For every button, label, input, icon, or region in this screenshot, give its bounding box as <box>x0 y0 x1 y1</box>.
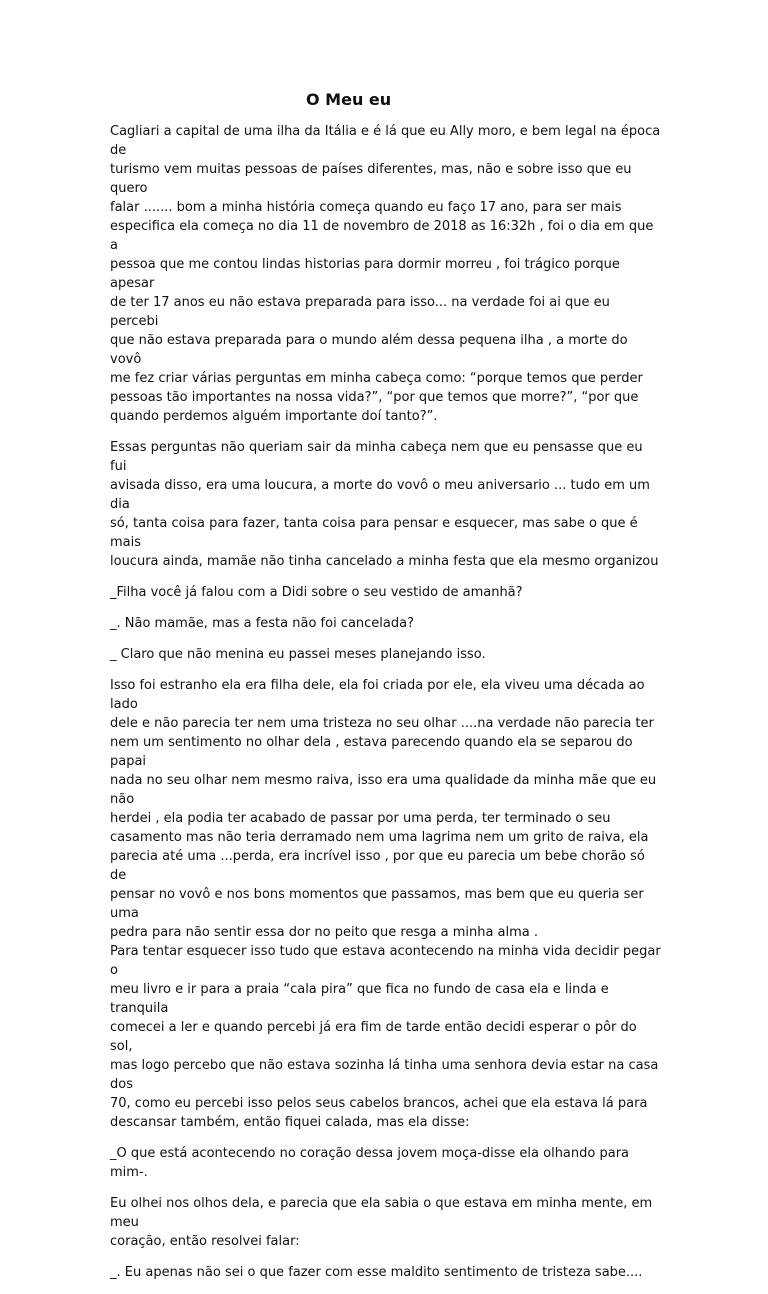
dialogue-line-4: _O que está acontecendo no coração dessa jovem moça-disse ela olhando para mim-. <box>110 1146 630 1180</box>
document-body <box>110 122 662 1294</box>
document-title: O Meu eu <box>306 90 392 109</box>
dialogue-line-1: _Filha você já falou com a Didi sobre o seu vestido de amanhã? <box>110 585 523 600</box>
paragraph-3: Isso foi estranho ela era filha dele, ela foi criada por ele, ela viveu uma década ao lado dele e não parecia ter nem uma tristeza no seu olhar ....na verdade não parecia ter nem um sentimento no olhar dela , estava parecendo quando ela se separou do papai nada no seu olhar nem mesmo raiva, isso era uma qualidade da minha mãe que eu não herdei , ela podia ter acabado de passar por uma perda, ter terminado o seu casamento mas não teria derramado nem uma lagrima nem um grito de raiva, ela parecia até uma ...perda, era incrível isso , por que eu parecia um bebe chorão só de pensar no vovô e nos bons momentos que passamos, mas bem que eu queria ser uma pedra para não sentir essa dor no peito que resga a minha alma . <box>110 678 657 940</box>
dialogue-line-2: _. Não mamãe, mas a festa não foi cancelada? <box>110 616 415 631</box>
dialogue-line-3: _ Claro que não menina eu passei meses planejando isso. <box>110 647 486 662</box>
paragraph-4: Para tentar esquecer isso tudo que estava acontecendo na minha vida decidir pegar o meu livro e ir para a praia “cala pira” que fica no fundo de casa ela e linda e tranquila comecei a ler e quando percebi já era fim de tarde então decidi esperar o pôr do sol, mas logo percebo que não estava sozinha lá tinha uma senhora devia estar na casa dos 70, como eu percebi isso pelos seus cabelos brancos, achei que ela estava lá para descansar também, então fiquei calada, mas ela disse: <box>110 944 661 1130</box>
paragraph-5: Eu olhei nos olhos dela, e parecia que ela sabia o que estava em minha mente, em meu coração, então resolvei falar: <box>110 1196 653 1249</box>
dialogue-line-5: _. Eu apenas não sei o que fazer com esse maldito sentimento de tristeza sabe.... <box>110 1265 643 1280</box>
paragraph-1: Cagliari a capital de uma ilha da Itália e é lá que eu Ally moro, e bem legal na época de turismo vem muitas pessoas de países diferentes, mas, não e sobre isso que eu quero falar ....... bom a minha história começa quando eu faço 17 ano, para ser mais especifica ela começa no dia 11 de novembro de 2018 as 16:32h , foi o dia em que a pessoa que me contou lindas historias para dormir morreu , foi trágico porque apesar de ter 17 anos eu não estava preparada para isso... na verdade foi ai que eu percebi que não estava preparada para o mundo além dessa pequena ilha , a morte do vovô me fez criar várias perguntas em minha cabeça como: “porque temos que perder pessoas tão importantes na nossa vida?”, “por que temos que morre?”, “por que quando perdemos alguém importante doí tanto?”. <box>110 124 661 424</box>
paragraph-2: Essas perguntas não queriam sair da minha cabeça nem que eu pensasse que eu fui avisada disso, era uma loucura, a morte do vovô o meu aniversario ... tudo em um dia só, tanta coisa para fazer, tanta coisa para pensar e esquecer, mas sabe o que é mais loucura ainda, mamãe não tinha cancelado a minha festa que ela mesmo organizou <box>110 440 659 569</box>
